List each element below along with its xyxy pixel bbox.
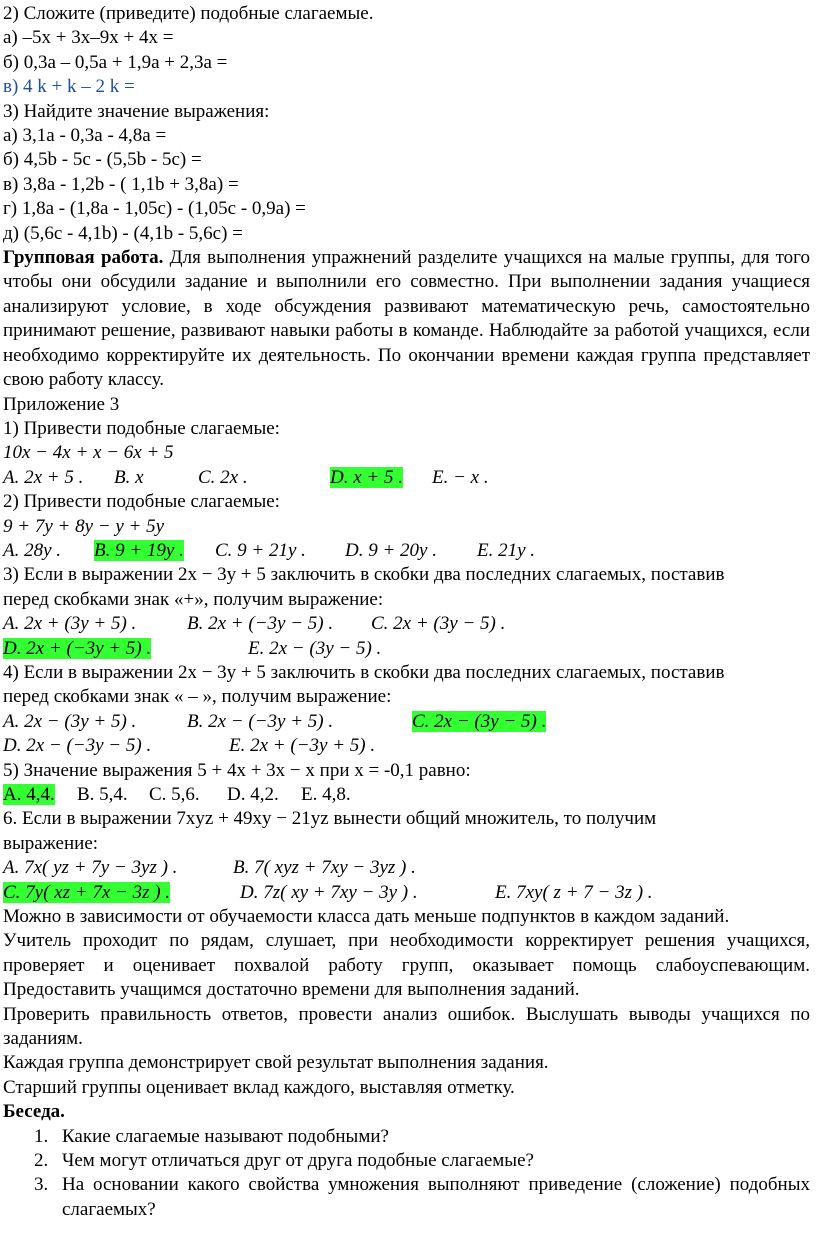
task-6-option-b: В. 7( xyz + 7xy − 3yz ) . bbox=[233, 857, 416, 879]
exercise-2c: в) 4 k + k – 2 k = bbox=[3, 76, 135, 98]
group-work-title: Групповая работа. bbox=[3, 247, 164, 269]
task-3-option-d: D. 2x + (−3y + 5) . bbox=[3, 637, 152, 659]
task-4-options-row1 bbox=[3, 710, 810, 734]
task-3-option-a: А. 2x + (3y + 5) . bbox=[3, 613, 137, 635]
talk-question-3 bbox=[34, 1173, 810, 1222]
exercise-2-title: 2) Сложите (приведите) подобные слагаемые. bbox=[3, 3, 374, 24]
talk-questions-list bbox=[3, 1125, 810, 1223]
task-1-options bbox=[3, 466, 810, 490]
task-4-option-d: D. 2x − (−3y − 5) . bbox=[3, 735, 152, 757]
task-5-option-e: Е. 4,8. bbox=[301, 783, 351, 805]
paragraph-1: Можно в зависимости от обучаемости класса дать меньше подпунктов в каждом заданий. bbox=[3, 905, 730, 927]
task-6-option-a: А. 7x( yz + 7y − 3yz ) . bbox=[3, 857, 178, 879]
task-3-option-b: В. 2x + (−3y − 5) . bbox=[187, 613, 334, 635]
talk-question-number: 1. bbox=[34, 1125, 49, 1147]
task-2-text: 2) Привести подобные слагаемые: bbox=[3, 491, 280, 513]
talk-question-1 bbox=[34, 1125, 810, 1149]
task-5-text: 5) Значение выражения 5 + 4x + 3x − x при x = -0,1 равно: bbox=[3, 759, 471, 781]
paragraph-2: Учитель проходит по рядам, слушает, при необходимости корректирует решения учащихся, проверяет и оценивает похвалой работу групп, оказывает помощь слабоуспевающим. Предоставить учащимся достаточно времени для выполнения заданий. bbox=[3, 930, 810, 1001]
group-work-paragraph bbox=[3, 246, 810, 392]
exercise-3b: б) 4,5b - 5c - (5,5b - 5c) = bbox=[3, 149, 202, 171]
task-3-options-row2 bbox=[3, 637, 810, 661]
task-4-option-c: С. 2x − (3y − 5) . bbox=[412, 710, 547, 732]
talk-question-text: Какие слагаемые называют подобными? bbox=[62, 1125, 389, 1147]
task-6-option-c: С. 7y( xz + 7x − 3z ) . bbox=[3, 881, 171, 903]
exercise-3c: в) 3,8a - 1,2b - ( 1,1b + 3,8a) = bbox=[3, 173, 239, 195]
exercise-2a: а) –5x + 3x–9x + 4x = bbox=[3, 27, 174, 49]
task-5-option-c: С. 5,6. bbox=[149, 783, 200, 805]
talk-question-text: Чем могут отличаться друг от друга подобные слагаемые? bbox=[62, 1149, 534, 1171]
exercise-3d: г) 1,8a - (1,8a - 1,05c) - (1,05c - 0,9a) = bbox=[3, 198, 306, 220]
task-6-text-line2: выражение: bbox=[3, 832, 99, 854]
exercise-3a: а) 3,1a - 0,3a - 4,8a = bbox=[3, 125, 167, 147]
task-3-option-c: С. 2x + (3y − 5) . bbox=[371, 613, 506, 635]
task-2-expression: 9 + 7y + 8y − y + 5y bbox=[3, 515, 165, 537]
task-1-option-e: Е. − x . bbox=[432, 466, 489, 488]
talk-question-2 bbox=[34, 1149, 810, 1173]
task-4-options-row2 bbox=[3, 734, 810, 758]
task-5-option-a: А. 4,4. bbox=[3, 783, 55, 805]
exercise-2b: б) 0,3а – 0,5а + 1,9а + 2,3а = bbox=[3, 51, 228, 73]
paragraph-4: Каждая группа демонстрирует свой результат выполнения задания. bbox=[3, 1052, 549, 1074]
task-1-option-c: С. 2x . bbox=[198, 466, 248, 488]
exercise-3e: д) (5,6c - 4,1b) - (4,1b - 5,6c) = bbox=[3, 222, 243, 244]
talk-question-text: На основании какого свойства умножения выполняют приведение (сложение) подобных слагаемых? bbox=[62, 1174, 810, 1220]
task-4-text-line1: 4) Если в выражении 2x − 3y + 5 заключить в скобки два последних слагаемых, поставив bbox=[3, 661, 725, 683]
task-1-option-a: А. 2x + 5 . bbox=[3, 466, 84, 488]
talk-title: Беседа. bbox=[3, 1101, 65, 1123]
task-1-text: 1) Привести подобные слагаемые: bbox=[3, 417, 280, 439]
task-5-option-d: D. 4,2. bbox=[227, 783, 279, 805]
task-3-text-line1: 3) Если в выражении 2x − 3y + 5 заключить в скобки два последних слагаемых, поставив bbox=[3, 564, 725, 586]
task-4-option-e: Е. 2x + (−3y + 5) . bbox=[229, 735, 376, 757]
task-5-options bbox=[3, 783, 810, 807]
task-2-options bbox=[3, 539, 810, 563]
appendix-title: Приложение 3 bbox=[3, 393, 120, 415]
task-1-option-d: D. x + 5 . bbox=[330, 466, 403, 488]
task-6-text-line1: 6. Если в выражении 7xyz + 49xy − 21yz вынести общий множитель, то получим bbox=[3, 808, 657, 830]
task-4-option-b: В. 2x − (−3y + 5) . bbox=[187, 710, 334, 732]
task-2-option-c: С. 9 + 21y . bbox=[215, 539, 306, 561]
task-6-option-e: Е. 7xy( z + 7 − 3z ) . bbox=[495, 881, 653, 903]
exercise-3-title: 3) Найдите значение выражения: bbox=[3, 100, 270, 122]
task-2-option-b: В. 9 + 19y . bbox=[94, 539, 184, 561]
task-6-options-row1 bbox=[3, 856, 810, 880]
task-4-text-line2: перед скобками знак « – », получим выражение: bbox=[3, 686, 392, 708]
talk-question-number: 2. bbox=[34, 1149, 49, 1171]
task-3-option-e: Е. 2x − (3y − 5) . bbox=[248, 637, 382, 659]
task-3-options-row1 bbox=[3, 612, 810, 636]
talk-question-number: 3. bbox=[34, 1174, 49, 1196]
task-6-option-d: D. 7z( xy + 7xy − 3y ) . bbox=[240, 881, 418, 903]
paragraph-3: Проверить правильность ответов, провести анализ ошибок. Выслушать выводы учащихся по заданиям. bbox=[3, 1003, 810, 1049]
task-1-expression: 10x − 4x + x − 6x + 5 bbox=[3, 442, 174, 464]
task-1-option-b: В. x bbox=[114, 466, 144, 488]
task-4-option-a: А. 2x − (3y + 5) . bbox=[3, 710, 137, 732]
task-2-option-a: А. 28y . bbox=[3, 539, 62, 561]
group-work-text: Для выполнения упражнений разделите учащихся на малые группы, для того чтобы они обсудили задание и выполнили его совместно. При выполнении задания учащиеся анализируют условие, в ходе обсуждения развивают математическую речь, самостоятельно принимают решение, развивают навыки работы в команде. Наблюдайте за работой учащихся, если необходимо корректируйте их деятельность. По окончании времени каждая группа представляет свою работу классу. bbox=[3, 247, 810, 391]
paragraph-5: Старший группы оценивает вклад каждого, выставляя отметку. bbox=[3, 1076, 515, 1098]
task-3-text-line2: перед скобками знак «+», получим выражение: bbox=[3, 588, 384, 610]
task-5-option-b: В. 5,4. bbox=[77, 783, 128, 805]
task-6-options-row2 bbox=[3, 881, 810, 905]
task-2-option-d: D. 9 + 20y . bbox=[345, 539, 437, 561]
task-2-option-e: Е. 21y . bbox=[477, 539, 536, 561]
